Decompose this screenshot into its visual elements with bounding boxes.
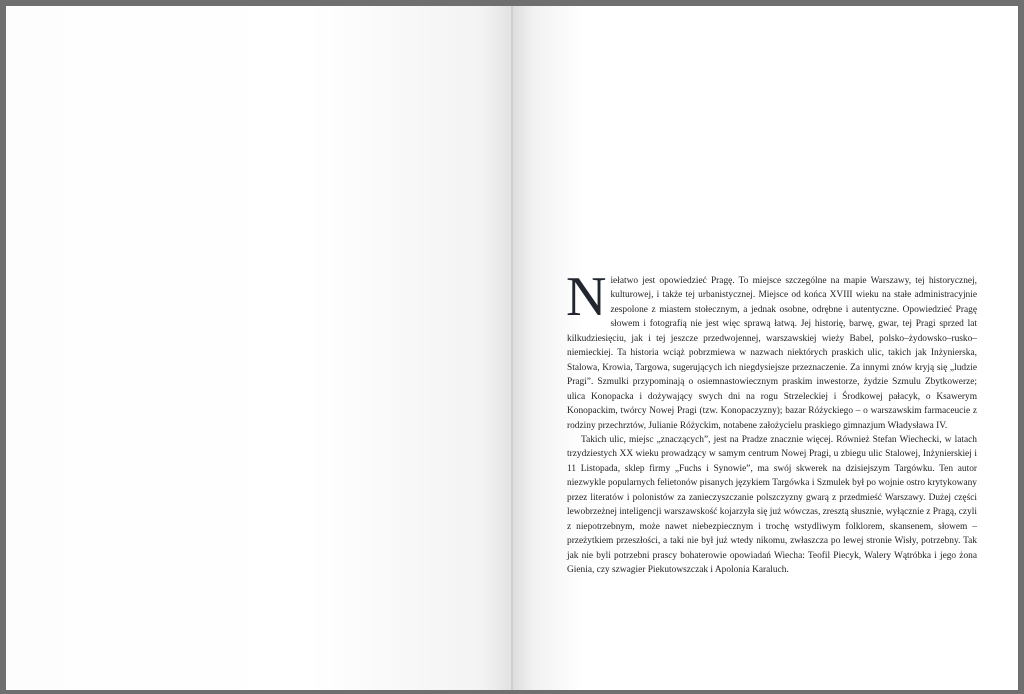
left-page <box>6 6 512 690</box>
body-text <box>566 266 977 578</box>
paragraph-2: Takich ulic, miejsc „znaczących”, jest na Pradze znacznie więcej. Również Stefan Wiechecki, w latach trzydziestych XX wieku prowadzący w samym centrum Nowej Pragi, u zbiegu ulic Stalowej, Inżynierskiej i 11 Listopada, sklep firmy „Fuchs i Synowie”, ma swój skwerek na dzisiejszym Targówku. Ten autor niezwykle popularnych felietonów pisanych językiem Targówka i Szmulek był po wojnie ostro krytykowany przez literatów i polonistów za zanieczyszczanie polszczyzny gwarą z przedmieść Warszawy. Dużej części lewobrzeżnej inteligencji warszawskość kojarzyła się już wówczas, zresztą słusznie, wyłącznie z Pragą, czyli z niepotrzebnym, może nawet niebezpiecznym i trochę wstydliwym folklorem, skansenem, słowem – przeżytkiem przeszłości, a taki nie był już wtedy nikomu, zwłaszcza po lewej stronie Wisły, potrzebny. Tak jak nie byli potrzebni prascy bohaterowie opowiadań Wiecha: Teofil Piecyk, Walery Wątróbka i jego żona Gienia, czy szwagier Piekutowszczak i Apolonia Karaluch. <box>567 434 977 576</box>
book-gutter <box>511 6 513 690</box>
paragraph-1 <box>566 266 977 433</box>
drop-cap: N <box>566 266 607 328</box>
paragraph-1-text: iełatwo jest opowiedzieć Pragę. To miejsce szczególne na mapie Warszawy, tej historycznej, kulturowej, i także tej urbanistycznej. Miejsce od końca XVIII wieku na stałe administracyjnie zespolone z miastem stołecznym, a jednak osobne, odrębne i autentyczne. Opowiedzieć Pragę słowem i fotografią nie jest więc sprawą łatwą. Jej historię, barwę, gwar, tej Pragi sprzed lat kilkudziesięciu, jak i tej jeszcze przedwojennej, warszawskiej wieży Babel, polsko–żydowsko–rusko–niemieckiej. Ta historia wciąż pobrzmiewa w nazwach niektórych praskich ulic, takich jak Inżynierska, Stalowa, Krowia, Targowa, sugerujących ich niegdysiejsze przeznaczenie. Za innymi znów kryją się „ludzie Pragi”. Szmulki przypominają o osiemnastowiecznym praskim inwestorze, żydzie Szmulu Zbytkowerze; ulica Konopacka i dożywający swych dni na rogu Strzeleckiej i Środkowej pałacyk, o Ksawerym Konopackim, twórcy Nowej Pragi (tzw. Konopaczyzny); bazar Różyckiego – o warszawskim farmaceucie z rodziny przechrztów, Julianie Różyckim, notabene założycielu praskiego gimnazjum Władysława IV. <box>567 276 977 431</box>
